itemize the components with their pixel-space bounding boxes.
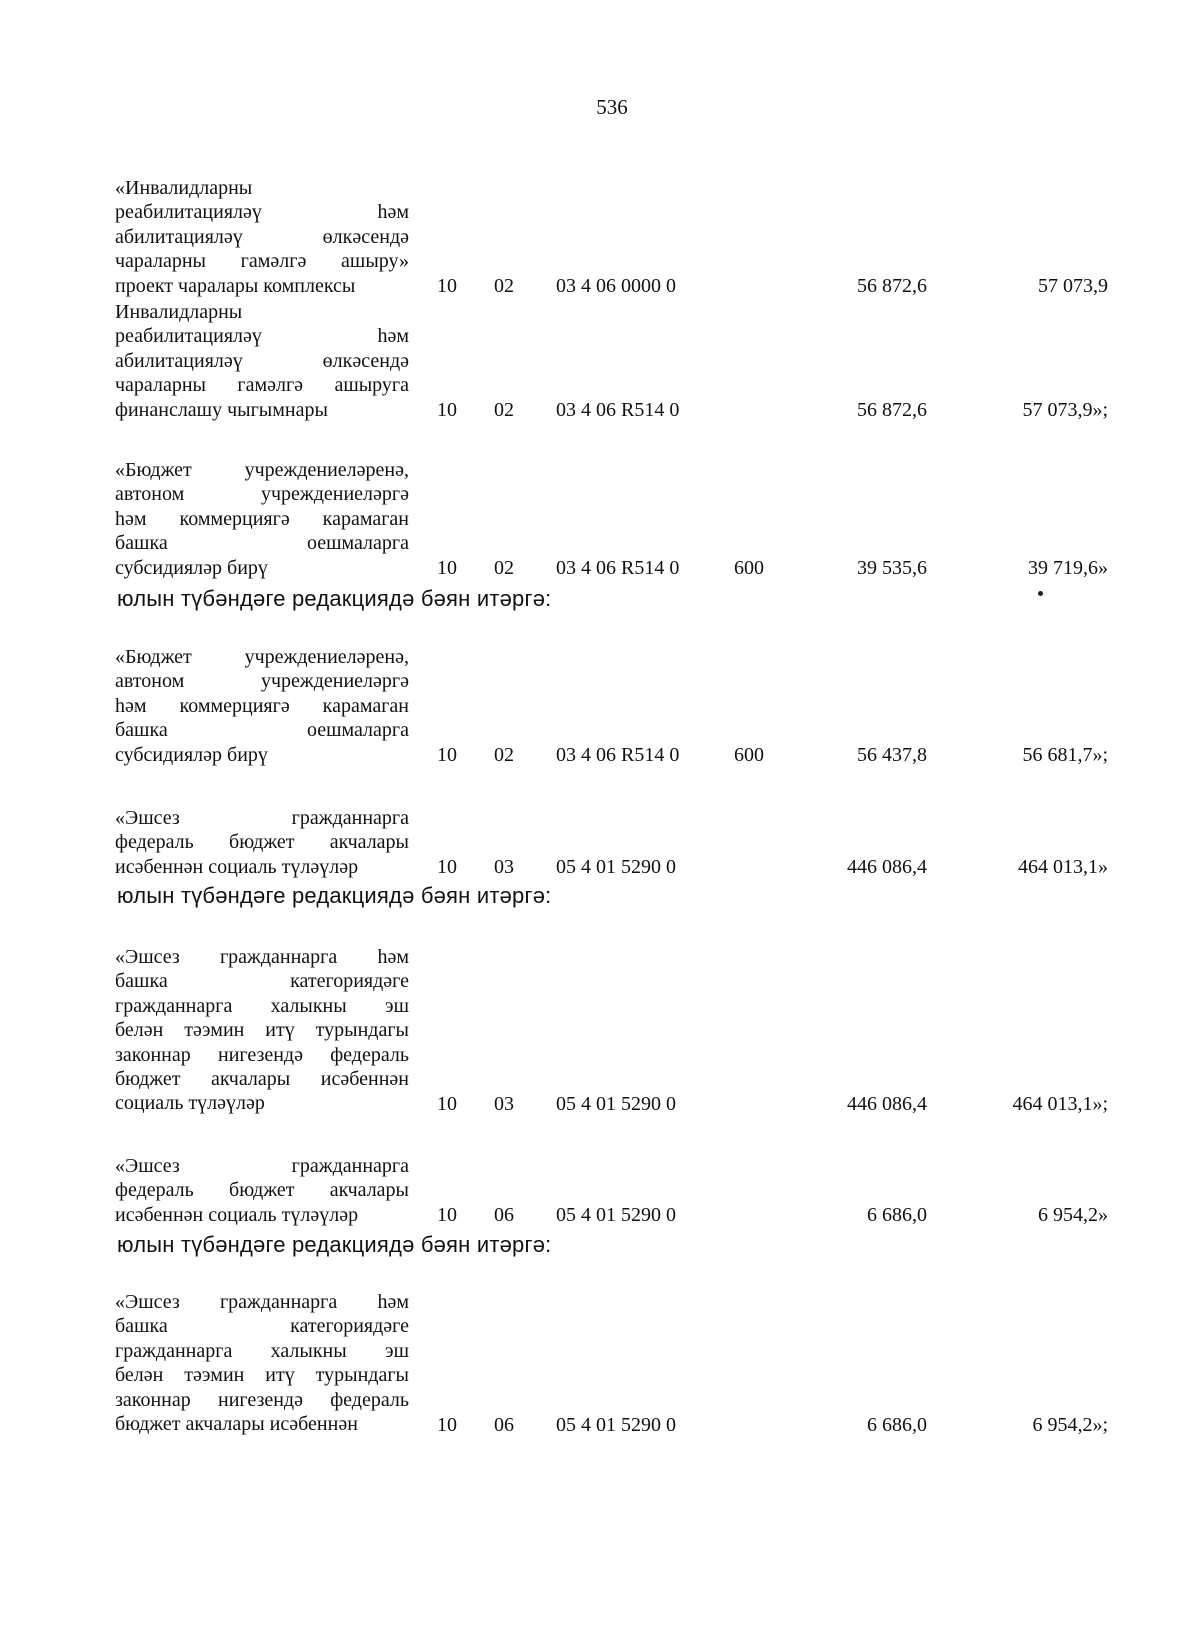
amount-year-2: 56 681,7»; bbox=[1022, 743, 1108, 766]
description-line: реабилитацияләү һәм bbox=[115, 201, 409, 224]
description-line: субсидияләр бирү bbox=[115, 556, 268, 579]
amount-year-2: 57 073,9 bbox=[1038, 274, 1108, 297]
description-line: «Эшсез гражданнарга bbox=[115, 1155, 409, 1177]
description-line: субсидияләр бирү bbox=[115, 743, 268, 766]
row-description bbox=[115, 1154, 409, 1227]
description-line: автоном учреждениеләргә bbox=[115, 483, 409, 506]
description-line: «Бюджет учреждениеләренә, bbox=[115, 459, 409, 481]
section-code: 10 bbox=[437, 556, 457, 579]
description-line: исәбеннән социаль түләүләр bbox=[115, 855, 359, 878]
description-line: «Эшсез гражданнарга bbox=[115, 807, 409, 829]
stray-dot bbox=[1038, 591, 1043, 596]
table-row bbox=[0, 176, 1200, 298]
description-line: абилитацияләү өлкәсендә bbox=[115, 349, 409, 372]
section-code: 10 bbox=[437, 855, 457, 878]
description-line: «Бюджет учреждениеләренә, bbox=[115, 646, 409, 668]
description-line: «Инвалидларны bbox=[115, 177, 253, 199]
expense-type-code: 600 bbox=[734, 743, 764, 766]
table-row bbox=[0, 300, 1200, 422]
table-row bbox=[0, 1290, 1200, 1437]
amount-year-1: 56 872,6 bbox=[857, 398, 927, 421]
section-code: 10 bbox=[437, 743, 457, 766]
description-line: башка категориядәге bbox=[115, 970, 409, 993]
description-line: чараларны гамәлгә ашыруга bbox=[115, 374, 409, 397]
amount-year-2: 6 954,2» bbox=[1038, 1203, 1108, 1226]
description-line: социаль түләүләр bbox=[115, 1092, 265, 1115]
instruction-note: юлын түбәндәге редакциядә бәян итәргә: bbox=[117, 586, 552, 611]
expense-type-code: 600 bbox=[734, 556, 764, 579]
target-article-code: 05 4 01 5290 0 bbox=[556, 1092, 676, 1115]
description-line: абилитацияләү өлкәсендә bbox=[115, 225, 409, 248]
subsection-code: 06 bbox=[494, 1413, 514, 1436]
description-line: «Эшсез гражданнарга һәм bbox=[115, 1291, 409, 1313]
description-line: автоном учреждениеләргә bbox=[115, 670, 409, 693]
description-line: башка оешмаларга bbox=[115, 719, 409, 742]
description-line: федераль бюджет акчалары bbox=[115, 1179, 409, 1202]
description-line: Инвалидларны bbox=[115, 301, 243, 323]
description-line: федераль бюджет акчалары bbox=[115, 831, 409, 854]
description-line: «Эшсез гражданнарга һәм bbox=[115, 946, 409, 968]
target-article-code: 05 4 01 5290 0 bbox=[556, 855, 676, 878]
table-row bbox=[0, 945, 1200, 1116]
amount-year-2: 6 954,2»; bbox=[1032, 1413, 1108, 1436]
description-line: законнар нигезендә федераль bbox=[115, 1043, 409, 1066]
description-line: реабилитацияләү һәм bbox=[115, 325, 409, 348]
section-code: 10 bbox=[437, 1203, 457, 1226]
amount-year-2: 464 013,1»; bbox=[1012, 1092, 1108, 1115]
row-description bbox=[115, 806, 409, 879]
section-code: 10 bbox=[437, 1413, 457, 1436]
page-number: 536 bbox=[596, 95, 628, 119]
description-line: башка категориядәге bbox=[115, 1315, 409, 1338]
description-line: һәм коммерциягә карамаган bbox=[115, 507, 409, 530]
amount-year-2: 57 073,9»; bbox=[1022, 398, 1108, 421]
description-line: проект чаралары комплексы bbox=[115, 274, 356, 297]
table-row bbox=[0, 458, 1200, 580]
subsection-code: 02 bbox=[494, 398, 514, 421]
instruction-note: юлын түбәндәге редакциядә бәян итәргә: bbox=[117, 883, 552, 908]
description-line: бюджет акчалары исәбеннән bbox=[115, 1068, 409, 1091]
amount-year-1: 6 686,0 bbox=[867, 1203, 927, 1226]
description-line: финанслашу чыгымнары bbox=[115, 398, 328, 421]
subsection-code: 02 bbox=[494, 274, 514, 297]
row-description bbox=[115, 300, 409, 422]
subsection-code: 03 bbox=[494, 1092, 514, 1115]
target-article-code: 03 4 06 0000 0 bbox=[556, 274, 676, 297]
description-line: гражданнарга халыкны эш bbox=[115, 994, 409, 1017]
row-description bbox=[115, 1290, 409, 1436]
amount-year-1: 446 086,4 bbox=[847, 1092, 927, 1115]
section-code: 10 bbox=[437, 274, 457, 297]
row-description bbox=[115, 176, 409, 298]
target-article-code: 05 4 01 5290 0 bbox=[556, 1413, 676, 1436]
description-line: исәбеннән социаль түләүләр bbox=[115, 1203, 359, 1226]
amount-year-1: 446 086,4 bbox=[847, 855, 927, 878]
description-line: законнар нигезендә федераль bbox=[115, 1388, 409, 1411]
row-description bbox=[115, 458, 409, 580]
table-row bbox=[0, 806, 1200, 879]
section-code: 10 bbox=[437, 1092, 457, 1115]
amount-year-1: 6 686,0 bbox=[867, 1413, 927, 1436]
instruction-note: юлын түбәндәге редакциядә бәян итәргә: bbox=[117, 1232, 552, 1257]
amount-year-2: 39 719,6» bbox=[1028, 556, 1108, 579]
description-line: гражданнарга халыкны эш bbox=[115, 1339, 409, 1362]
subsection-code: 06 bbox=[494, 1203, 514, 1226]
row-description bbox=[115, 945, 409, 1116]
amount-year-1: 56 872,6 bbox=[857, 274, 927, 297]
description-line: башка оешмаларга bbox=[115, 532, 409, 555]
description-line: белән тәэмин итү турындагы bbox=[115, 1364, 409, 1387]
description-line: бюджет акчалары исәбеннән bbox=[115, 1413, 358, 1436]
target-article-code: 03 4 06 R514 0 bbox=[556, 398, 680, 421]
amount-year-2: 464 013,1» bbox=[1018, 855, 1108, 878]
subsection-code: 02 bbox=[494, 743, 514, 766]
target-article-code: 03 4 06 R514 0 bbox=[556, 556, 680, 579]
target-article-code: 05 4 01 5290 0 bbox=[556, 1203, 676, 1226]
amount-year-1: 39 535,6 bbox=[857, 556, 927, 579]
amount-year-1: 56 437,8 bbox=[857, 743, 927, 766]
row-description bbox=[115, 645, 409, 767]
description-line: белән тәэмин итү турындагы bbox=[115, 1019, 409, 1042]
description-line: һәм коммерциягә карамаган bbox=[115, 694, 409, 717]
section-code: 10 bbox=[437, 398, 457, 421]
subsection-code: 02 bbox=[494, 556, 514, 579]
description-line: чараларны гамәлгә ашыру» bbox=[115, 250, 409, 273]
table-row bbox=[0, 1154, 1200, 1227]
target-article-code: 03 4 06 R514 0 bbox=[556, 743, 680, 766]
subsection-code: 03 bbox=[494, 855, 514, 878]
table-row bbox=[0, 645, 1200, 767]
